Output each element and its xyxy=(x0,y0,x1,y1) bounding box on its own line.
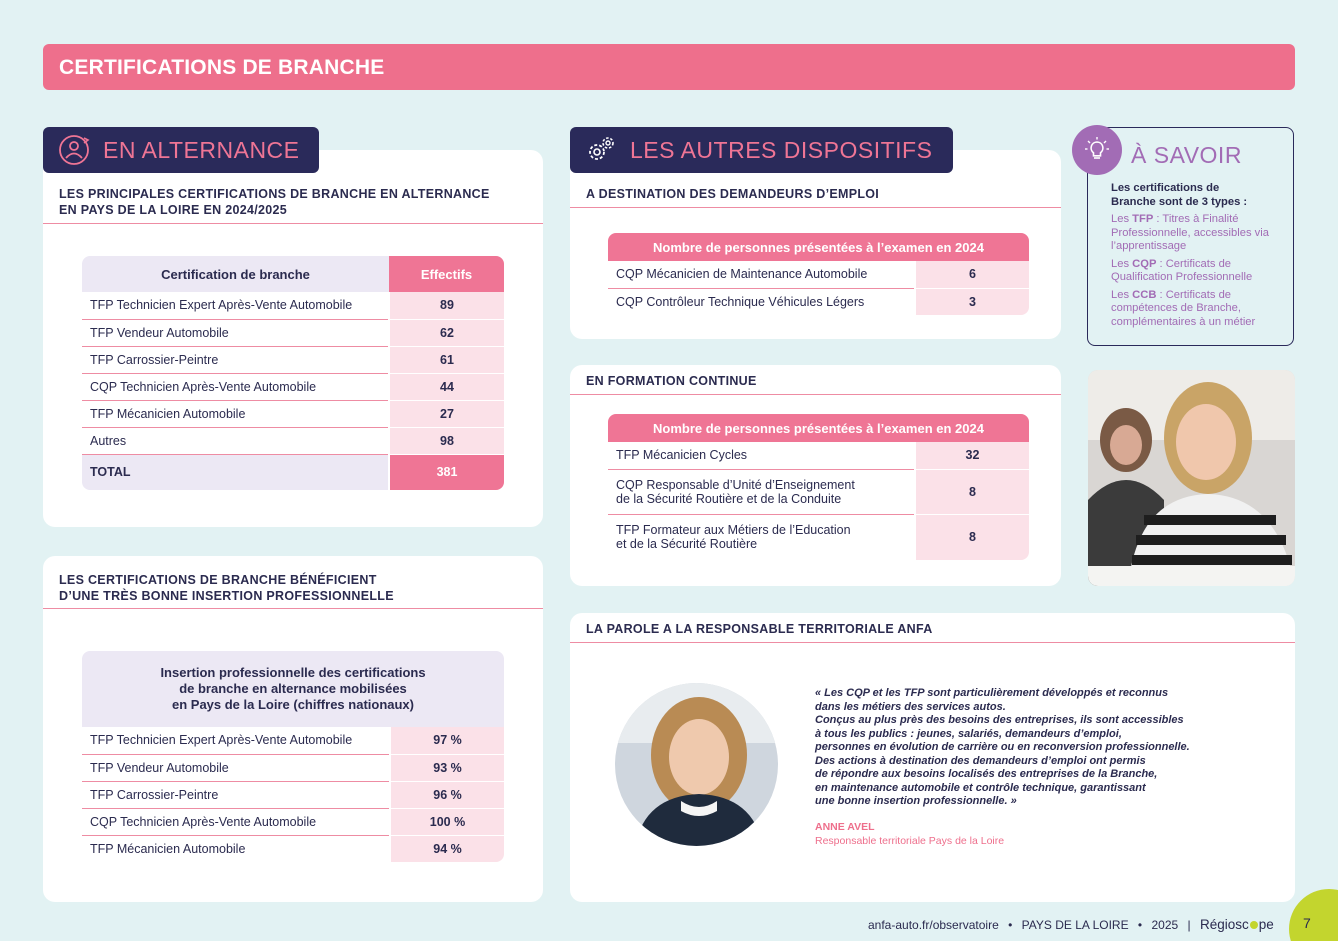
section-title-line: EN PAYS DE LA LOIRE EN 2024/2025 xyxy=(59,203,287,217)
gears-icon xyxy=(584,133,618,167)
table-row xyxy=(82,346,504,373)
section-title-line: D’UNE TRÈS BONNE INSERTION PROFESSIONNELLE xyxy=(59,589,394,603)
total-value: 381 xyxy=(389,454,504,490)
a-savoir-title: À SAVOIR xyxy=(1131,142,1242,168)
table-row xyxy=(82,754,504,781)
row-value: 61 xyxy=(389,346,504,373)
table-row xyxy=(608,442,1029,469)
section-divider xyxy=(570,207,1061,208)
a-savoir-item xyxy=(1111,213,1286,254)
quote-line: personnes en évolution de carrière ou en reconversion professionnelle. xyxy=(815,741,1190,753)
row-value: 93 % xyxy=(390,754,504,781)
row-label: CQP Technicien Après-Vente Automobile xyxy=(82,373,389,400)
student-photo xyxy=(1088,370,1295,586)
table-row xyxy=(82,835,504,862)
table-row xyxy=(82,400,504,427)
row-label: TFP Carrossier-Peintre xyxy=(82,781,390,808)
footer-year: 2025 xyxy=(1151,918,1179,932)
item-prefix: Les xyxy=(1111,288,1133,301)
header-line: en Pays de la Loire (chiffres nationaux) xyxy=(171,697,414,712)
row-label: TFP Mécanicien Automobile xyxy=(90,841,246,856)
item-prefix: Les xyxy=(1111,213,1133,225)
row-label: TFP Technicien Expert Après-Vente Automobile xyxy=(82,727,390,754)
section-title-demandeurs: A DESTINATION DES DEMANDEURS D’EMPLOI xyxy=(586,187,880,201)
portrait-photo xyxy=(615,683,778,846)
quote-line: dans les métiers des services autos. xyxy=(815,700,1006,713)
row-value: 44 xyxy=(389,373,504,400)
row-value: 96 % xyxy=(390,781,504,808)
footer-separator: • xyxy=(1008,918,1013,932)
row-value: 98 xyxy=(389,427,504,454)
section-title-principales xyxy=(59,186,490,218)
table-row xyxy=(82,727,504,754)
testimonial-role: Responsable territoriale Pays de la Loire xyxy=(815,835,1005,847)
a-savoir-item xyxy=(1111,289,1286,330)
continue-table xyxy=(608,414,1029,560)
row-label-line: TFP Formateur aux Métiers de l’Education xyxy=(616,523,851,538)
section-title-insertion xyxy=(59,572,394,604)
row-value: 6 xyxy=(915,261,1029,288)
autres-header xyxy=(570,127,953,173)
testimonial-quote xyxy=(815,687,1235,809)
total-label: TOTAL xyxy=(82,454,389,490)
a-savoir-text xyxy=(1111,182,1286,333)
table-row xyxy=(82,781,504,808)
row-label: CQP Technicien Après-Vente Automobile xyxy=(82,808,390,835)
section-divider xyxy=(570,394,1061,395)
section-divider xyxy=(570,642,1295,643)
alternance-header xyxy=(43,127,319,173)
testimonial-name: ANNE AVEL xyxy=(815,821,875,833)
row-label: TFP Vendeur Automobile xyxy=(82,319,389,346)
logo-dot-icon xyxy=(1250,921,1258,929)
column-header-effectifs: Effectifs xyxy=(389,256,504,292)
lightbulb-icon xyxy=(1072,125,1122,175)
page-number: 7 xyxy=(1303,915,1311,931)
table-row xyxy=(82,427,504,454)
brand-part: Régiosc xyxy=(1199,917,1249,932)
row-value: 89 xyxy=(389,292,504,319)
section-title-continue: EN FORMATION CONTINUE xyxy=(586,374,757,388)
quote-line: Des actions à destination des demandeurs d’emploi ont permis xyxy=(815,754,1146,767)
autres-header-label: LES AUTRES DISPOSITIFS xyxy=(630,136,933,163)
row-value: 8 xyxy=(915,514,1029,560)
table-row xyxy=(82,319,504,346)
quote-line: une bonne insertion professionnelle. » xyxy=(815,795,1017,807)
regioscope-logo xyxy=(1200,917,1274,932)
brand-part: pe xyxy=(1258,917,1274,932)
row-label: TFP Mécanicien Cycles xyxy=(608,442,915,469)
section-title-line: LES PRINCIPALES CERTIFICATIONS DE BRANCHE EN ALTERNANCE xyxy=(59,187,490,201)
header-line: de branche en alternance mobilisées xyxy=(179,681,407,696)
row-label: Autres xyxy=(82,427,389,454)
table-row xyxy=(82,373,504,400)
row-value: 97 % xyxy=(390,727,504,754)
total-row xyxy=(82,454,504,490)
row-label xyxy=(608,514,915,560)
row-label: TFP Vendeur Automobile xyxy=(82,754,390,781)
row-value: 100 % xyxy=(390,808,504,835)
item-abbr: TFP xyxy=(1132,213,1154,225)
row-value: 27 xyxy=(389,400,504,427)
footer-separator: • xyxy=(1137,918,1143,932)
page-number-badge xyxy=(1289,889,1338,941)
footer-region: PAYS DE LA LOIRE xyxy=(1021,918,1129,932)
intro-line: Branche sont de 3 types : xyxy=(1111,195,1248,208)
header-line: Insertion professionnelle des certifications xyxy=(160,665,426,680)
row-label: TFP Mécanicien Automobile xyxy=(82,400,389,427)
a-savoir-box xyxy=(1087,127,1294,346)
insertion-table xyxy=(82,651,504,862)
row-label: TFP Technicien Expert Après-Vente Automobile xyxy=(82,292,389,319)
row-label: CQP Contrôleur Technique Véhicules Légers xyxy=(616,294,865,309)
footer xyxy=(868,917,1274,932)
row-label: TFP Carrossier-Peintre xyxy=(82,346,389,373)
row-value: 94 % xyxy=(390,835,504,862)
item-abbr: CCB xyxy=(1132,288,1157,301)
insertion-table-header xyxy=(82,651,504,727)
page-banner: CERTIFICATIONS DE BRANCHE xyxy=(43,44,1295,90)
item-text: : Certificats de compétences de Branche, complémentaires à un métier xyxy=(1111,288,1256,328)
alternance-header-label: EN ALTERNANCE xyxy=(103,136,300,163)
item-prefix: Les xyxy=(1111,257,1133,270)
item-text: : Titres à Finalité Professionnelle, accessibles via l’apprentissage xyxy=(1111,213,1269,252)
row-value: 3 xyxy=(915,288,1029,315)
table-row xyxy=(608,469,1029,514)
footer-site-link[interactable]: anfa-auto.fr/observatoire xyxy=(868,918,999,932)
row-label-line: CQP Responsable d’Unité d’Enseignement xyxy=(616,477,855,492)
row-label: CQP Mécanicien de Maintenance Automobile xyxy=(608,261,915,288)
row-value: 32 xyxy=(915,442,1029,469)
table-row xyxy=(608,288,1029,315)
row-label xyxy=(608,469,915,514)
table-row xyxy=(608,261,1029,288)
table-row xyxy=(82,292,504,319)
table-row xyxy=(82,808,504,835)
quote-line: « Les CQP et les TFP sont particulièrement développés et reconnus xyxy=(815,687,1169,699)
quote-line: en maintenance automobile et contrôle technique, garantissant xyxy=(815,781,1146,794)
item-text: : Certificats de Qualification Professionnelle xyxy=(1111,257,1253,283)
continue-table-header: Nombre de personnes présentées à l’examen en 2024 xyxy=(608,414,1029,442)
section-divider xyxy=(43,608,543,609)
quote-line: Conçus au plus près des besoins des entreprises, ils sont accessibles xyxy=(815,714,1184,726)
table-row xyxy=(608,514,1029,560)
row-value: 8 xyxy=(915,469,1029,514)
demandeurs-table-header: Nombre de personnes présentées à l’examen en 2024 xyxy=(608,233,1029,261)
row-value: 62 xyxy=(389,319,504,346)
quote-line: de répondre aux besoins localisés des entreprises de la Branche, xyxy=(815,768,1158,780)
row-label-line: de la Sécurité Routière et de la Conduite xyxy=(616,491,842,506)
section-title-parole: LA PAROLE A LA RESPONSABLE TERRITORIALE ANFA xyxy=(586,622,933,636)
a-savoir-item xyxy=(1111,258,1286,285)
a-savoir-intro xyxy=(1111,182,1286,209)
section-title-line: LES CERTIFICATIONS DE BRANCHE BÉNÉFICIENT xyxy=(59,573,377,587)
intro-line: Les certifications de xyxy=(1111,182,1220,194)
demandeurs-table xyxy=(608,233,1029,315)
person-cycle-icon xyxy=(57,133,91,167)
item-abbr: CQP xyxy=(1132,257,1157,270)
section-divider xyxy=(43,223,543,224)
column-header-certification: Certification de branche xyxy=(82,256,389,292)
footer-separator: | xyxy=(1187,918,1191,932)
row-label-line: et de la Sécurité Routière xyxy=(616,537,758,552)
certifications-table xyxy=(82,256,504,490)
quote-line: à tous les publics : jeunes, salariés, demandeurs d’emploi, xyxy=(815,727,1122,740)
